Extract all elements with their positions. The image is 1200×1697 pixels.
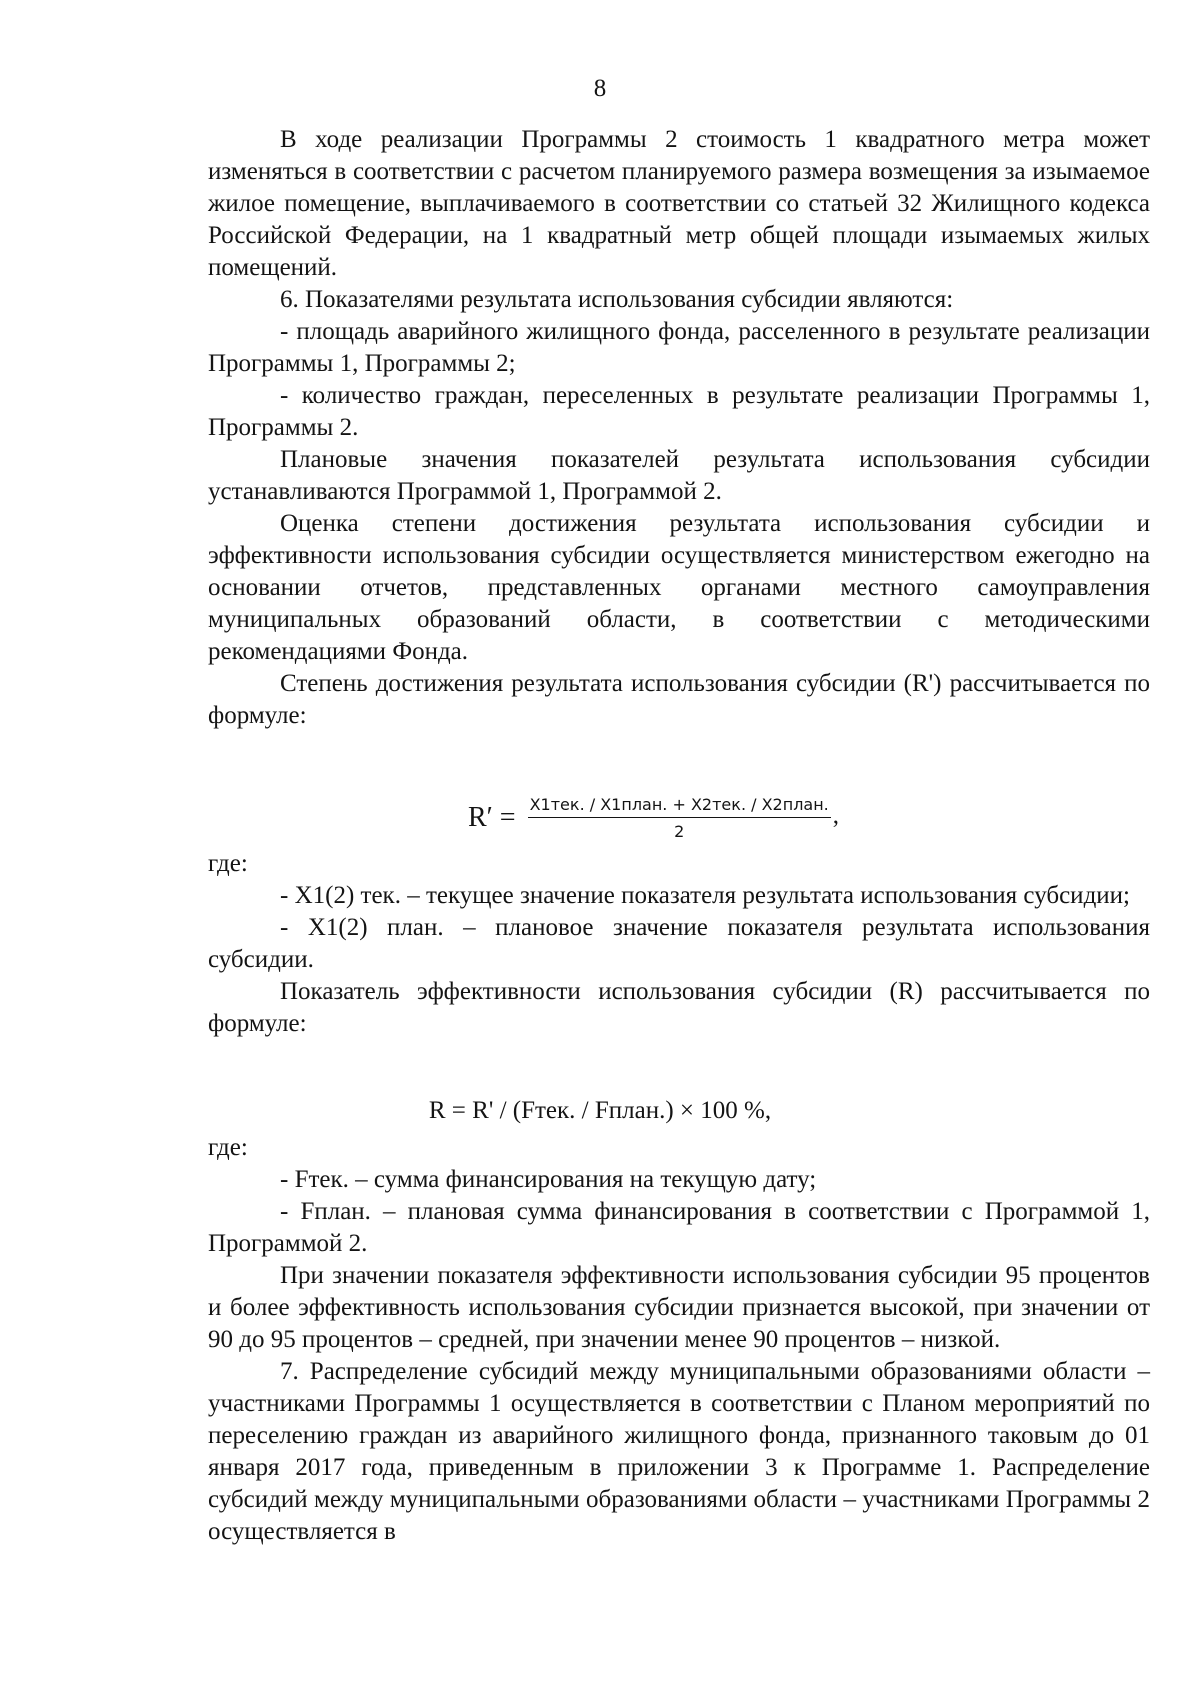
formula-efficiency: R = R' / (Fтек. / Fплан.) × 100 %, [428, 1097, 772, 1124]
paragraph-achievement-formula-intro: Степень достижения результата использования субсидии (R') рассчитывается по формуле: [208, 670, 1150, 729]
paragraph-assessment: Оценка степени достижения результата использования субсидии и эффективности использования субсидии осуществляется министерством ежегодно на основании отчетов, представленных органами местного самоуправления муниципальных образований области, в соответствии с методическими рекомендациями Фонда. [208, 510, 1150, 665]
paragraph-result-indicators-heading: 6. Показателями результата использования субсидии являются: [280, 286, 954, 313]
paragraph-efficiency-formula-intro: Показатель эффективности использования субсидии (R) рассчитывается по формуле: [208, 978, 1150, 1037]
paragraph-indicator-citizens: - количество граждан, переселенных в результате реализации Программы 1, Программы 2. [208, 382, 1150, 441]
formula-tail: , [832, 802, 840, 829]
where-label: где: [208, 1134, 248, 1161]
text-block-middle [208, 848, 1150, 1040]
paragraph-subsidy-distribution: 7. Распределение субсидий между муниципальными образованиями области – участниками Программы 1 осуществляется в соответствии с Планом мероприятий по переселению граждан из аварийного жилищного фонда, признанного таковым до 01 января 2017 года, приведенным в приложении 3 к Программе 1. Распределение субсидий между муниципальными образованиями области – участниками Программы 2 осуществляется в [208, 1358, 1150, 1545]
where-label: где: [208, 850, 248, 877]
paragraph-indicator-area: - площадь аварийного жилищного фонда, расселенного в результате реализации Программы 1, Программы 2; [208, 318, 1150, 377]
paragraph-x-plan: - X1(2) план. – плановое значение показателя результата использования субсидии. [208, 914, 1150, 973]
formula-fraction [528, 795, 831, 841]
paragraph-planned-values: Плановые значения показателей результата использования субсидии устанавливаются Программой 1, Программой 2. [208, 446, 1150, 505]
text-block-bottom [208, 1132, 1150, 1548]
formula-numerator: X1тек. / X1план. + X2тек. / X2план. [528, 795, 831, 818]
text-block-top [208, 124, 1150, 732]
page-number: 8 [593, 75, 607, 102]
formula-lhs: R′ = [468, 802, 516, 833]
formula-achievement-degree [468, 788, 839, 848]
paragraph-sq-meter-cost: В ходе реализации Программы 2 стоимость 1 квадратного метра может изменяться в соответствии с расчетом планируемого размера возмещения за изымаемое жилое помещение, выплачиваемого в соответствии со статьей 32 Жилищного кодекса Российской Федерации, на 1 квадратный метр общей площади изымаемых жилых помещений. [208, 126, 1150, 281]
paragraph-f-current: - Fтек. – сумма финансирования на текущую дату; [280, 1166, 817, 1193]
paragraph-x-current: - X1(2) тек. – текущее значение показателя результата использования субсидии; [280, 882, 1130, 909]
paragraph-f-plan: - Fплан. – плановая сумма финансирования в соответствии с Программой 1, Программой 2. [208, 1198, 1150, 1257]
formula-denominator: 2 [674, 822, 685, 841]
paragraph-efficiency-levels: При значении показателя эффективности использования субсидии 95 процентов и более эффективность использования субсидии признается высокой, при значении от 90 до 95 процентов – средней, при значении менее 90 процентов – низкой. [208, 1262, 1150, 1353]
